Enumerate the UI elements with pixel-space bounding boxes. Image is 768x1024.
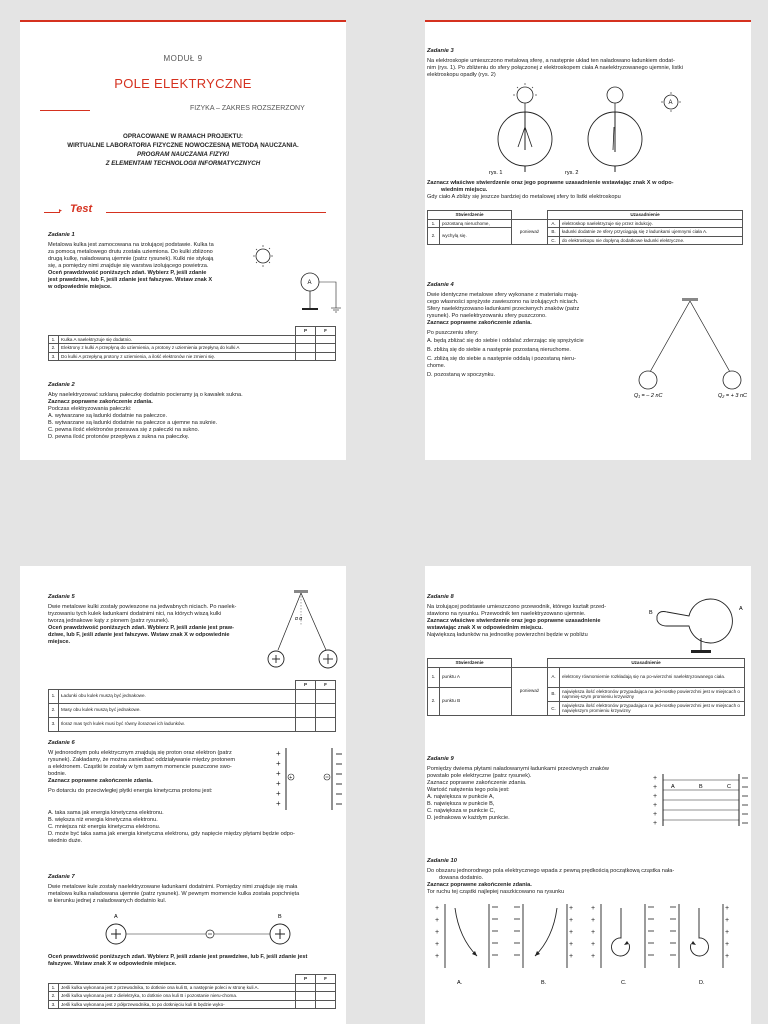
sphere-label: A <box>307 280 312 286</box>
svg-text:+: + <box>591 929 596 936</box>
instruction-line: Zaznacz poprawne zakończenie zdania. <box>48 399 153 405</box>
answer-cell-f[interactable] <box>316 992 336 1001</box>
row-letter: B. <box>548 228 560 237</box>
task-10 <box>427 852 745 896</box>
lead-line: Wartość natężenia tego pola jest: <box>427 787 510 793</box>
answer-cell-f[interactable] <box>316 344 336 353</box>
task-title: Zadanie 4 <box>427 282 454 288</box>
row-number: 2. <box>49 992 59 1001</box>
task-title: Zadanie 5 <box>48 594 75 600</box>
lead-line: Po dotarciu do przeciwległej płytki energia kinetyczna protonu jest: <box>48 788 213 794</box>
page-title: POLE ELEKTRYCZNE <box>114 76 252 91</box>
col-head: P <box>296 327 316 336</box>
row-number: 1. <box>49 983 59 992</box>
text-line: Sfery naelektryzowano ładunkami przeciwnych znaków (patrz <box>427 306 580 312</box>
statement-option[interactable]: punktu B <box>440 687 512 715</box>
svg-text:+: + <box>725 953 730 960</box>
fig-label[interactable]: B. <box>541 980 547 986</box>
svg-text:+: + <box>569 917 574 924</box>
page-2 <box>425 20 751 460</box>
subtitle: FIZYKA – ZAKRES ROZSZERZONY <box>190 105 305 112</box>
point-label: B <box>649 610 653 616</box>
task-7 <box>48 868 346 905</box>
task-title: Zadanie 3 <box>427 48 454 54</box>
svg-text:+: + <box>653 802 658 809</box>
svg-text:+: + <box>725 929 730 936</box>
option-c[interactable]: C. pewna ilość elektronów przesuwa się z pałeczki na sukno. <box>48 427 200 433</box>
page-1 <box>20 20 346 460</box>
text-line: się, a pomiędzy nimi znajduje się warstwa izolującego powietrza. <box>48 263 209 269</box>
fig-label[interactable]: C. <box>621 980 627 986</box>
text-line: za pomocą metalowego drutu została uziemiona. Do kulki zbliżono <box>48 249 213 255</box>
instruction-line: jest prawdziwe, lub F, jeśli zdanie jest fałszywe. Wstaw znak X <box>48 277 213 283</box>
svg-text:+: + <box>653 811 658 818</box>
row-statement: Jeśli kulka wykonana jest z dielektryka, to dotknie ona kuli B i pozostanie nieru-choma. <box>59 992 296 1001</box>
test-rule-right <box>106 212 326 213</box>
svg-text:+: + <box>591 905 596 912</box>
text-line: Do obszaru jednorodnego pola elektrycznego wpada z pewną prędkością początkową cząstka nała- <box>427 868 675 874</box>
table-row <box>428 219 743 228</box>
project-line: OPRACOWANE W RAMACH PROJEKTU: <box>123 133 243 140</box>
option-d[interactable]: D. jednakowa w każdym punkcie. <box>427 815 510 821</box>
angle-label: α α <box>295 616 303 622</box>
justification-option[interactable]: elektrony równomiernie rozkładają się na po-wierzchni naelektryzowanego ciała. <box>560 667 745 687</box>
text-line: a elektronem. Cząstki te zostały w tym samym momencie puszczone swo- <box>48 764 232 770</box>
option-d-cont[interactable]: wiednio duże. <box>48 838 83 844</box>
point-label: B <box>699 784 703 790</box>
hanging-balls-figure <box>258 588 344 670</box>
text-line: w kierunku jednej z naładowanych dodatnio kul. <box>48 898 167 904</box>
svg-text:+: + <box>276 779 281 788</box>
ball-label: B <box>278 914 282 920</box>
row-number: 3. <box>49 352 59 361</box>
text-line: Aby naelektryzować szklaną pałeczkę dodatnio pocieramy ją o kawałek sukna. <box>48 392 243 398</box>
instruction-line: miejsce. <box>48 639 71 645</box>
svg-text:+: + <box>653 820 658 827</box>
row-number: 3. <box>49 1000 59 1009</box>
answer-cell-p[interactable] <box>296 717 316 731</box>
fig-label[interactable]: A. <box>457 980 463 986</box>
instruction-line: Oceń prawdziwość poniższych zdań. Wybierz P, jeśli zdanie jest praw- <box>48 625 234 631</box>
row-number: 3. <box>49 717 59 731</box>
text-line: Na elektroskopie umieszczono metalową sferę, a następnie układ ten naładowano ładunkiem dodat- <box>427 58 675 64</box>
row-letter: B. <box>548 687 560 701</box>
option-d[interactable]: D. pewna ilość protonów przepływa z sukna na pałeczkę. <box>48 434 190 440</box>
instruction-line: Zaznacz poprawne zakończenie zdania. <box>48 778 153 784</box>
col-head: Stwierdzenie <box>428 211 512 220</box>
table-row <box>49 1000 336 1009</box>
task-title: Zadanie 10 <box>427 858 457 864</box>
instruction-line: dziwe, lub F, jeśli zdanie jest fałszywe. Wstaw znak X w odpowiednie <box>48 632 230 638</box>
option-c[interactable]: C. mniejsza niż energia kinetyczna elektronu. <box>48 824 161 830</box>
truefalse-table-7 <box>48 974 336 1009</box>
point-label: C <box>727 784 731 790</box>
col-head: F <box>316 681 336 690</box>
row-statement: Elektrony z kulki A przepłyną do uziemienia, a protony z uziemienia przepłyną do kulki A <box>59 344 296 353</box>
electroscope-figure <box>485 82 715 178</box>
svg-text:+: + <box>725 905 730 912</box>
answer-cell-p[interactable] <box>296 703 316 717</box>
lead-line: Tor ruchu tej cząstki najlepiej naszkicowano na rysunku <box>427 889 565 895</box>
program-line: Z ELEMENTAMI TECHNOLOGII INFORMATYCZNYCH <box>105 160 261 167</box>
answer-cell-p[interactable] <box>296 1000 316 1009</box>
row-number: 2. <box>428 687 440 715</box>
task-1 <box>48 226 258 291</box>
task-4 <box>427 276 627 379</box>
row-number: 1. <box>428 219 440 228</box>
option-a[interactable]: A. taka sama jak energia kinetyczna elektronu. <box>48 810 164 816</box>
option-a[interactable]: A. wytwarzane są ładunki dodatnie na pałeczce. <box>48 413 168 419</box>
col-head: F <box>316 327 336 336</box>
svg-text:+: + <box>569 929 574 936</box>
svg-text:+: + <box>653 784 658 791</box>
table-row <box>49 992 336 1001</box>
option-a[interactable]: A. największa w punkcie A, <box>427 794 495 800</box>
justification-option[interactable]: największa ilość elektronów przypadająca na jed-nostkę powierzchni jest w miejscach o najmniej-szym promieniu krzywizny <box>560 687 745 701</box>
text-line: powstało pole elektryczne (patrz rysunek). <box>427 773 532 779</box>
instruction-line: fałszywe. Wstaw znak X w odpowiednie miejsce. <box>48 961 177 967</box>
ball-label: A <box>114 914 118 920</box>
conductor-figure <box>647 590 747 662</box>
option-d[interactable]: D. może być taka sama jak energia kinetyczna elektronu, gdy napięcie między płytami będzie odpo- <box>48 831 295 837</box>
answer-cell-p[interactable] <box>296 983 316 992</box>
trajectories-figure <box>431 898 747 988</box>
svg-text:+: + <box>591 917 596 924</box>
statement-option[interactable]: pozostaną nieruchome, <box>440 219 512 228</box>
answer-cell-p[interactable] <box>296 689 316 703</box>
task-3 <box>427 42 745 79</box>
col-head: P <box>296 975 316 984</box>
text-line: Dwie identyczne metalowe sfery wykonane z materiału mają- <box>427 292 579 298</box>
instruction-line: Zaznacz poprawne zakończenie zdania. <box>427 320 532 326</box>
module-label: MODUŁ 9 <box>163 54 203 63</box>
task-6-options <box>48 810 346 845</box>
justification-option[interactable]: największa ilość elektronów przypadająca na jed-nostkę powierzchni jest w miejscach o największym promieniu krzywizny <box>560 701 745 715</box>
because-label: ponieważ <box>512 667 548 715</box>
instruction-line: Oceń prawdziwość poniższych zdań. Wybierz P, jeśli zdanie <box>48 270 207 276</box>
table-row <box>49 352 336 361</box>
answer-cell-p[interactable] <box>296 992 316 1001</box>
task-8 <box>427 588 637 639</box>
three-balls-figure <box>100 912 300 952</box>
field-lines-figure <box>653 772 749 828</box>
svg-text:+: + <box>276 759 281 768</box>
answer-cell-p[interactable] <box>296 352 316 361</box>
test-heading: Test <box>70 203 93 215</box>
instruction-line: wiednim miejscu. <box>441 187 488 193</box>
hanging-spheres-figure <box>630 294 750 404</box>
instruction-line: Zaznacz właściwe stwierdzenie oraz jego poprawne uzasadnienie <box>427 618 601 624</box>
col-head: Stwierdzenie <box>428 659 512 668</box>
svg-text:+: + <box>276 749 281 758</box>
text-line: nim (rys. 1). Po zbliżeniu do sfery połączonej z elektroskopem ciała A naelektryzowanego ujemnie, listki <box>427 65 683 71</box>
svg-text:+: + <box>725 917 730 924</box>
row-number: 1. <box>49 335 59 344</box>
text-line: Metalowa kulka jest zamocowana na izolującej podstawie. Kulka ta <box>48 242 214 248</box>
row-statement: Iloraz mas tych kulek musi być równy ilorazowi ich ładunków. <box>59 717 296 731</box>
task-2 <box>48 376 338 441</box>
lead-line: Gdy ciało A zbliży się jeszcze bardziej do metalowej sfery to listki elektroskopu <box>427 194 621 200</box>
arrow-icon: ► <box>58 208 63 214</box>
svg-text:+: + <box>435 953 440 960</box>
instruction-line: w odpowiednie miejsce. <box>48 284 112 290</box>
table-row <box>428 667 745 687</box>
col-head: P <box>296 681 316 690</box>
point-label: A <box>671 784 675 790</box>
row-letter: A. <box>548 667 560 687</box>
option-a[interactable]: A. będą zbliżać się do siebie i oddalać zderzając się sprężyście <box>427 338 584 344</box>
charge-label: Q₂ = + 3 nC <box>718 393 748 399</box>
col-head: Uzasadnienie <box>548 211 743 220</box>
row-number: 1. <box>428 667 440 687</box>
option-c-cont[interactable]: chome. <box>427 363 446 369</box>
program-line: PROGRAM NAUCZANIA FIZYKI <box>137 151 229 158</box>
text-line: tworzą jednakowe kąty z pionem (patrz rysunek). <box>48 618 170 624</box>
parallel-plates-figure <box>274 744 344 814</box>
row-statement: Ładunki obu kulek muszą być jednakowe. <box>59 689 296 703</box>
justification-option[interactable]: do elektroskopu nie dopłyną dodatkowe ładunki elektryczne. <box>560 236 743 245</box>
instruction-line: wstawiając znak X w odpowiednim miejscu. <box>427 625 543 631</box>
svg-text:+: + <box>435 929 440 936</box>
earthed-sphere-figure <box>250 242 345 320</box>
task-3-instructions <box>427 180 745 201</box>
text-line: rysunek). Po naelektryzowaniu sfery puszczono. <box>427 313 547 319</box>
svg-text:+: + <box>276 789 281 798</box>
lead-line: Po puszczeniu sfery: <box>427 330 479 336</box>
svg-text:+: + <box>435 941 440 948</box>
table-row <box>49 983 336 992</box>
row-letter: A. <box>548 219 560 228</box>
row-statement: Jeśli kulka wykonana jest z półprzewodnika, to po dotknięciu kuli B będzie wyko- <box>59 1000 296 1009</box>
title-rule <box>40 110 90 111</box>
svg-text:+: + <box>725 941 730 948</box>
text-line: dowana dodatnio. <box>439 875 484 881</box>
text-line: bodnie. <box>48 771 67 777</box>
answer-cell-f[interactable] <box>316 703 336 717</box>
top-rule <box>425 20 751 22</box>
task-9 <box>427 750 657 822</box>
task-title: Zadanie 7 <box>48 874 75 880</box>
lead-line: Największą ładunków na jednostkę powierzchni będzie w pobliżu <box>427 632 588 638</box>
because-label: ponieważ <box>512 219 548 245</box>
answer-cell-f[interactable] <box>316 983 336 992</box>
svg-text:+: + <box>435 917 440 924</box>
text-line: metalowa kulka naładowana ujemnie (patrz rysunek). W pewnym momencie kulka została popchnięta <box>48 891 300 897</box>
svg-text:+: + <box>276 769 281 778</box>
row-letter: C. <box>548 236 560 245</box>
top-rule <box>20 20 346 22</box>
row-statement: Jeśli kulka wykonana jest z przewodnika, to dotknie ona kuli B, a następnie poleci w stronę kuli A. <box>59 983 296 992</box>
statement-option[interactable]: wychylą się. <box>440 228 512 245</box>
table-row <box>49 344 336 353</box>
row-number: 1. <box>49 689 59 703</box>
table-row <box>49 717 336 731</box>
fig-caption: rys. 2 <box>565 170 579 176</box>
task-title: Zadanie 1 <box>48 232 75 238</box>
option-c[interactable]: C. największa w punkcie C, <box>427 808 496 814</box>
fig-caption: rys. 1 <box>489 170 503 176</box>
justification-table-8 <box>427 658 745 716</box>
svg-text:+: + <box>653 793 658 800</box>
table-row <box>49 335 336 344</box>
table-row <box>49 689 336 703</box>
row-letter: C. <box>548 701 560 715</box>
row-number: 2. <box>428 228 440 245</box>
text-line: elektroskopu opadły (rys. 2) <box>427 72 496 78</box>
svg-text:+: + <box>289 775 293 781</box>
option-d[interactable]: D. pozostaną w spoczynku. <box>427 372 496 378</box>
option-b[interactable]: B. wytwarzane są ładunki dodatnie na pałeczce a ujemne na suknie. <box>48 420 218 426</box>
col-head: F <box>316 975 336 984</box>
table-row <box>49 703 336 717</box>
svg-text:+: + <box>276 799 281 808</box>
text-line: tryzowaniu tych kulek ładunkami dodatnimi nici, na których wiszą kulki <box>48 611 222 617</box>
project-block <box>20 132 346 168</box>
project-line: WIRTUALNE LABORATORIA FIZYCZNE NOWOCZESNĄ METODĄ NAUCZANIA. <box>67 142 299 149</box>
lead-line: Podczas elektryzowania pałeczki: <box>48 406 132 412</box>
answer-cell-p[interactable] <box>296 335 316 344</box>
svg-text:+: + <box>569 953 574 960</box>
task-title: Zadanie 6 <box>48 740 75 746</box>
answer-cell-f[interactable] <box>316 1000 336 1009</box>
text-line: cego własności sprężyste zawieszono na izolujących niciach. <box>427 299 579 305</box>
task-6 <box>48 734 274 795</box>
justification-option[interactable]: elektroskop naelektryzuje się przez indukcję. <box>560 219 743 228</box>
text-line: Dwie metalowe kulki zostały powieszone na jedwabnych niciach. Po naelek- <box>48 604 237 610</box>
justification-option[interactable]: ładunki dodatnie ze sfery przyciągają się z ładunkami ujemnymi ciała A. <box>560 228 743 237</box>
text-line: Na izolującej podstawie umieszczono przewodnik, którego kształt przed- <box>427 604 607 610</box>
svg-text:+: + <box>435 905 440 912</box>
text-line: rysunek). Zakładamy, że można zaniedbać oddziaływanie między protonem <box>48 757 236 763</box>
task-title: Zadanie 2 <box>48 382 75 388</box>
task-7-instructions <box>48 954 346 968</box>
svg-text:+: + <box>653 775 658 782</box>
statement-option[interactable]: punktu A <box>440 667 512 687</box>
option-c[interactable]: C. zbliżą się do siebie a następnie oddalą i pozostaną nieru- <box>427 356 576 362</box>
svg-text:+: + <box>569 905 574 912</box>
text-line: Pomiędzy dwiema płytami naładowanymi ładunkami przeciwnych znaków <box>427 766 609 772</box>
row-statement: Do kulki A przepłyną protony z uziemienia, a ilość elektronów nie zmieni się. <box>59 352 296 361</box>
text-line: Dwie metalowe kule zostały naelektryzowane ładunkami dodatnimi. Pomiędzy nimi znajduje się mała <box>48 884 298 890</box>
text-line: W jednorodnym polu elektrycznym znajdują się proton oraz elektron (patrz <box>48 750 232 756</box>
instruction-line: Zaznacz poprawne zakończenie zdania. <box>427 780 527 786</box>
task-5 <box>48 588 280 646</box>
row-number: 2. <box>49 703 59 717</box>
charge-label: Q₁ = – 2 nC <box>634 393 663 399</box>
option-b[interactable]: B. większa niż energia kinetyczna elektronu. <box>48 817 158 823</box>
svg-text:+: + <box>591 941 596 948</box>
instruction-line: Oceń prawdziwość poniższych zdań. Wybierz P, jeśli zdanie jest prawdziwe, lub F, jeśli zdanie jest <box>48 954 308 960</box>
row-number: 2. <box>49 344 59 353</box>
answer-cell-f[interactable] <box>316 689 336 703</box>
instruction-line: Zaznacz poprawne zakończenie zdania. <box>427 882 532 888</box>
answer-cell-f[interactable] <box>316 717 336 731</box>
truefalse-table-5 <box>48 680 336 732</box>
instruction-line: Zaznacz właściwe stwierdzenie oraz jego poprawne uzasadnienie wstawiając znak X w odpo- <box>427 180 674 186</box>
justification-table-3 <box>427 210 743 245</box>
answer-cell-p[interactable] <box>296 344 316 353</box>
option-b[interactable]: B. największa w punkcie B, <box>427 801 495 807</box>
point-label: A <box>739 606 743 612</box>
page-4 <box>425 566 751 1024</box>
svg-text:+: + <box>569 941 574 948</box>
option-b[interactable]: B. zbliżą się do siebie a następnie pozostaną nieruchome. <box>427 347 571 353</box>
page-3 <box>20 566 346 1024</box>
row-statement: Masy obu kulek muszą być jednakowe. <box>59 703 296 717</box>
truefalse-table-1 <box>48 326 336 361</box>
row-statement: Kulka A naelektryzuje się dodatnio. <box>59 335 296 344</box>
fig-label[interactable]: D. <box>699 980 705 986</box>
svg-text:+: + <box>591 953 596 960</box>
text-line: drugą kulkę, naładowaną ujemnie (patrz rysunek). Kulki nie stykają <box>48 256 214 262</box>
task-title: Zadanie 9 <box>427 756 454 762</box>
body-label: A <box>668 100 673 106</box>
answer-cell-f[interactable] <box>316 335 336 344</box>
task-title: Zadanie 8 <box>427 594 454 600</box>
col-head: Uzasadnienie <box>548 659 745 668</box>
answer-cell-f[interactable] <box>316 352 336 361</box>
text-line: stawiono na rysunku. Przewodnik ten naelektryzowano ujemnie. <box>427 611 586 617</box>
